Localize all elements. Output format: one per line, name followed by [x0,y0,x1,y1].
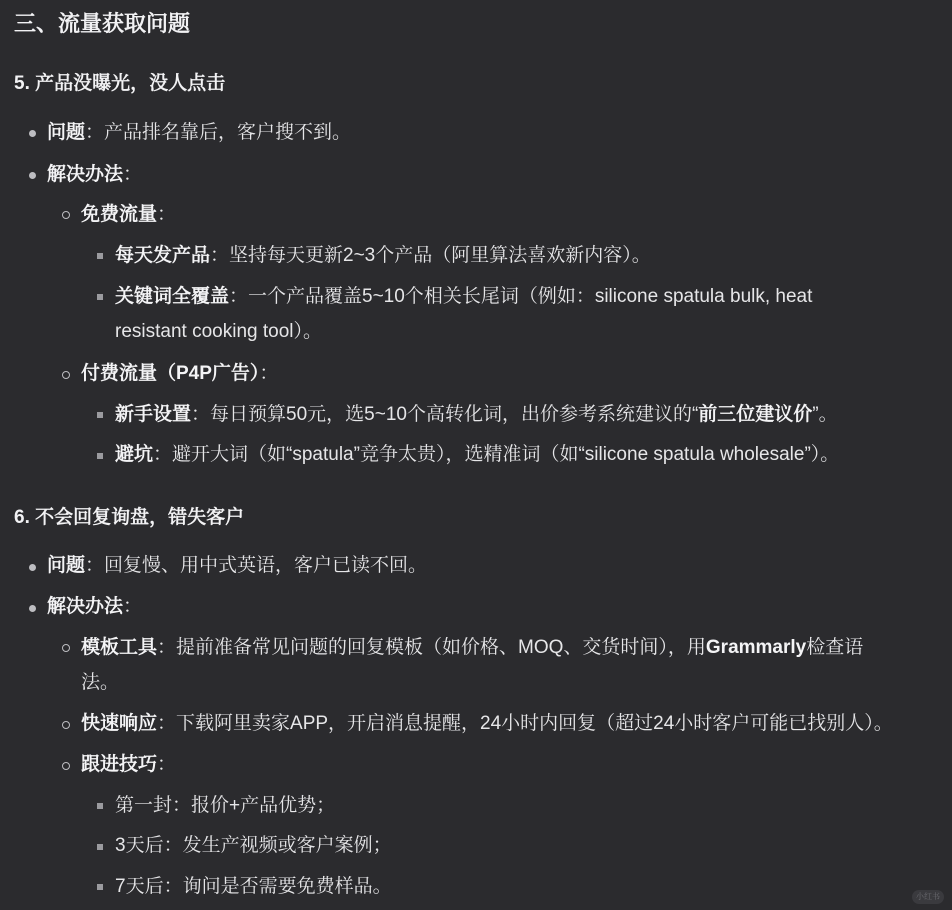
suggested-bid: 前三位建议价 [698,404,813,425]
problem-label: 问题 [47,555,86,576]
bullet-circle [62,644,70,652]
bullet-disc [29,605,36,612]
quick-label: 快速响应 [81,713,158,734]
bullet-disc [29,564,36,571]
follow-step: 7天后：询问是否需要免费样品。 [115,876,392,897]
colon: ： [157,204,177,225]
problem-label: 问题 [47,122,86,143]
avoid-item [115,437,839,473]
watermark-badge: 小红书 [912,890,944,904]
template-end: 检查语 [806,637,864,658]
daily-product-item [115,238,651,274]
daily-text: ：坚持每天更新2~3个产品（阿里算法喜欢新内容）。 [210,245,651,266]
follow-step: 第一封：报价+产品优势； [115,795,336,816]
colon: ： [157,754,177,775]
bullet-circle [62,211,70,219]
colon: ： [259,363,279,384]
subsection-5-title: 5. 产品没曝光，没人点击 [14,73,226,94]
keyword-item [115,279,812,315]
paid-traffic-label: 付费流量（P4P广告） [81,363,260,384]
problem-item [47,548,427,584]
quick-text: ：下载阿里卖家APP，开启消息提醒，24小时内回复（超过24小时客户可能已找别人）。 [157,713,893,734]
keyword-text: ：一个产品覆盖5~10个相关长尾词（例如：silicone spatula bulk, heat [229,286,813,307]
bullet-square [97,884,103,890]
solution-label: 解决办法 [47,596,124,617]
follow-label: 跟进技巧 [81,754,158,775]
free-traffic-label: 免费流量 [81,204,158,225]
bullet-square [97,453,103,459]
bullet-disc [29,130,36,137]
problem-text: ：回复慢、用中式英语，客户已读不回。 [85,555,428,576]
bullet-circle [62,371,70,379]
keyword-text-cont: resistant cooking tool）。 [115,321,322,342]
problem-text: ：产品排名靠后，客户搜不到。 [85,122,352,143]
colon: ： [123,596,143,617]
follow-step: 3天后：发生产视频或客户案例； [115,835,392,856]
solution-label: 解决办法 [47,164,124,185]
quote-end: ”。 [812,404,838,425]
subsection-6-title: 6. 不会回复询盘，错失客户 [14,507,245,528]
solution-item [47,589,142,625]
bullet-square [97,412,103,418]
daily-label: 每天发产品 [115,245,211,266]
paid-traffic-item [81,356,278,392]
colon: ： [123,164,143,185]
template-text-cont: 法。 [81,672,120,693]
bullet-square [97,844,103,850]
avoid-label: 避坑 [115,444,154,465]
follow-up-item [81,747,176,783]
free-traffic-item [81,197,176,233]
bullet-square [97,294,103,300]
solution-item [47,157,142,193]
new-setup-text: ：每日预算50元，选5~10个高转化词，出价参考系统建议的“ [191,404,699,425]
bullet-square [97,803,103,809]
avoid-text: ：避开大词（如“spatula”竞争太贵），选精准词（如“silicone spatula wholesale”）。 [153,444,840,465]
section-title: 三、流量获取问题 [14,11,191,36]
bullet-square [97,253,103,259]
bullet-disc [29,172,36,179]
template-tool-item [81,630,863,666]
keyword-label: 关键词全覆盖 [115,286,230,307]
template-text: ：提前准备常见问题的回复模板（如价格、MOQ、交货时间），用 [157,637,706,658]
bullet-circle [62,762,70,770]
new-setup-item [115,397,838,433]
template-label: 模板工具 [81,637,158,658]
grammarly-text: Grammarly [705,637,807,658]
new-setup-label: 新手设置 [115,404,192,425]
bullet-circle [62,721,70,729]
problem-item [47,115,351,151]
quick-response-item [81,706,893,742]
